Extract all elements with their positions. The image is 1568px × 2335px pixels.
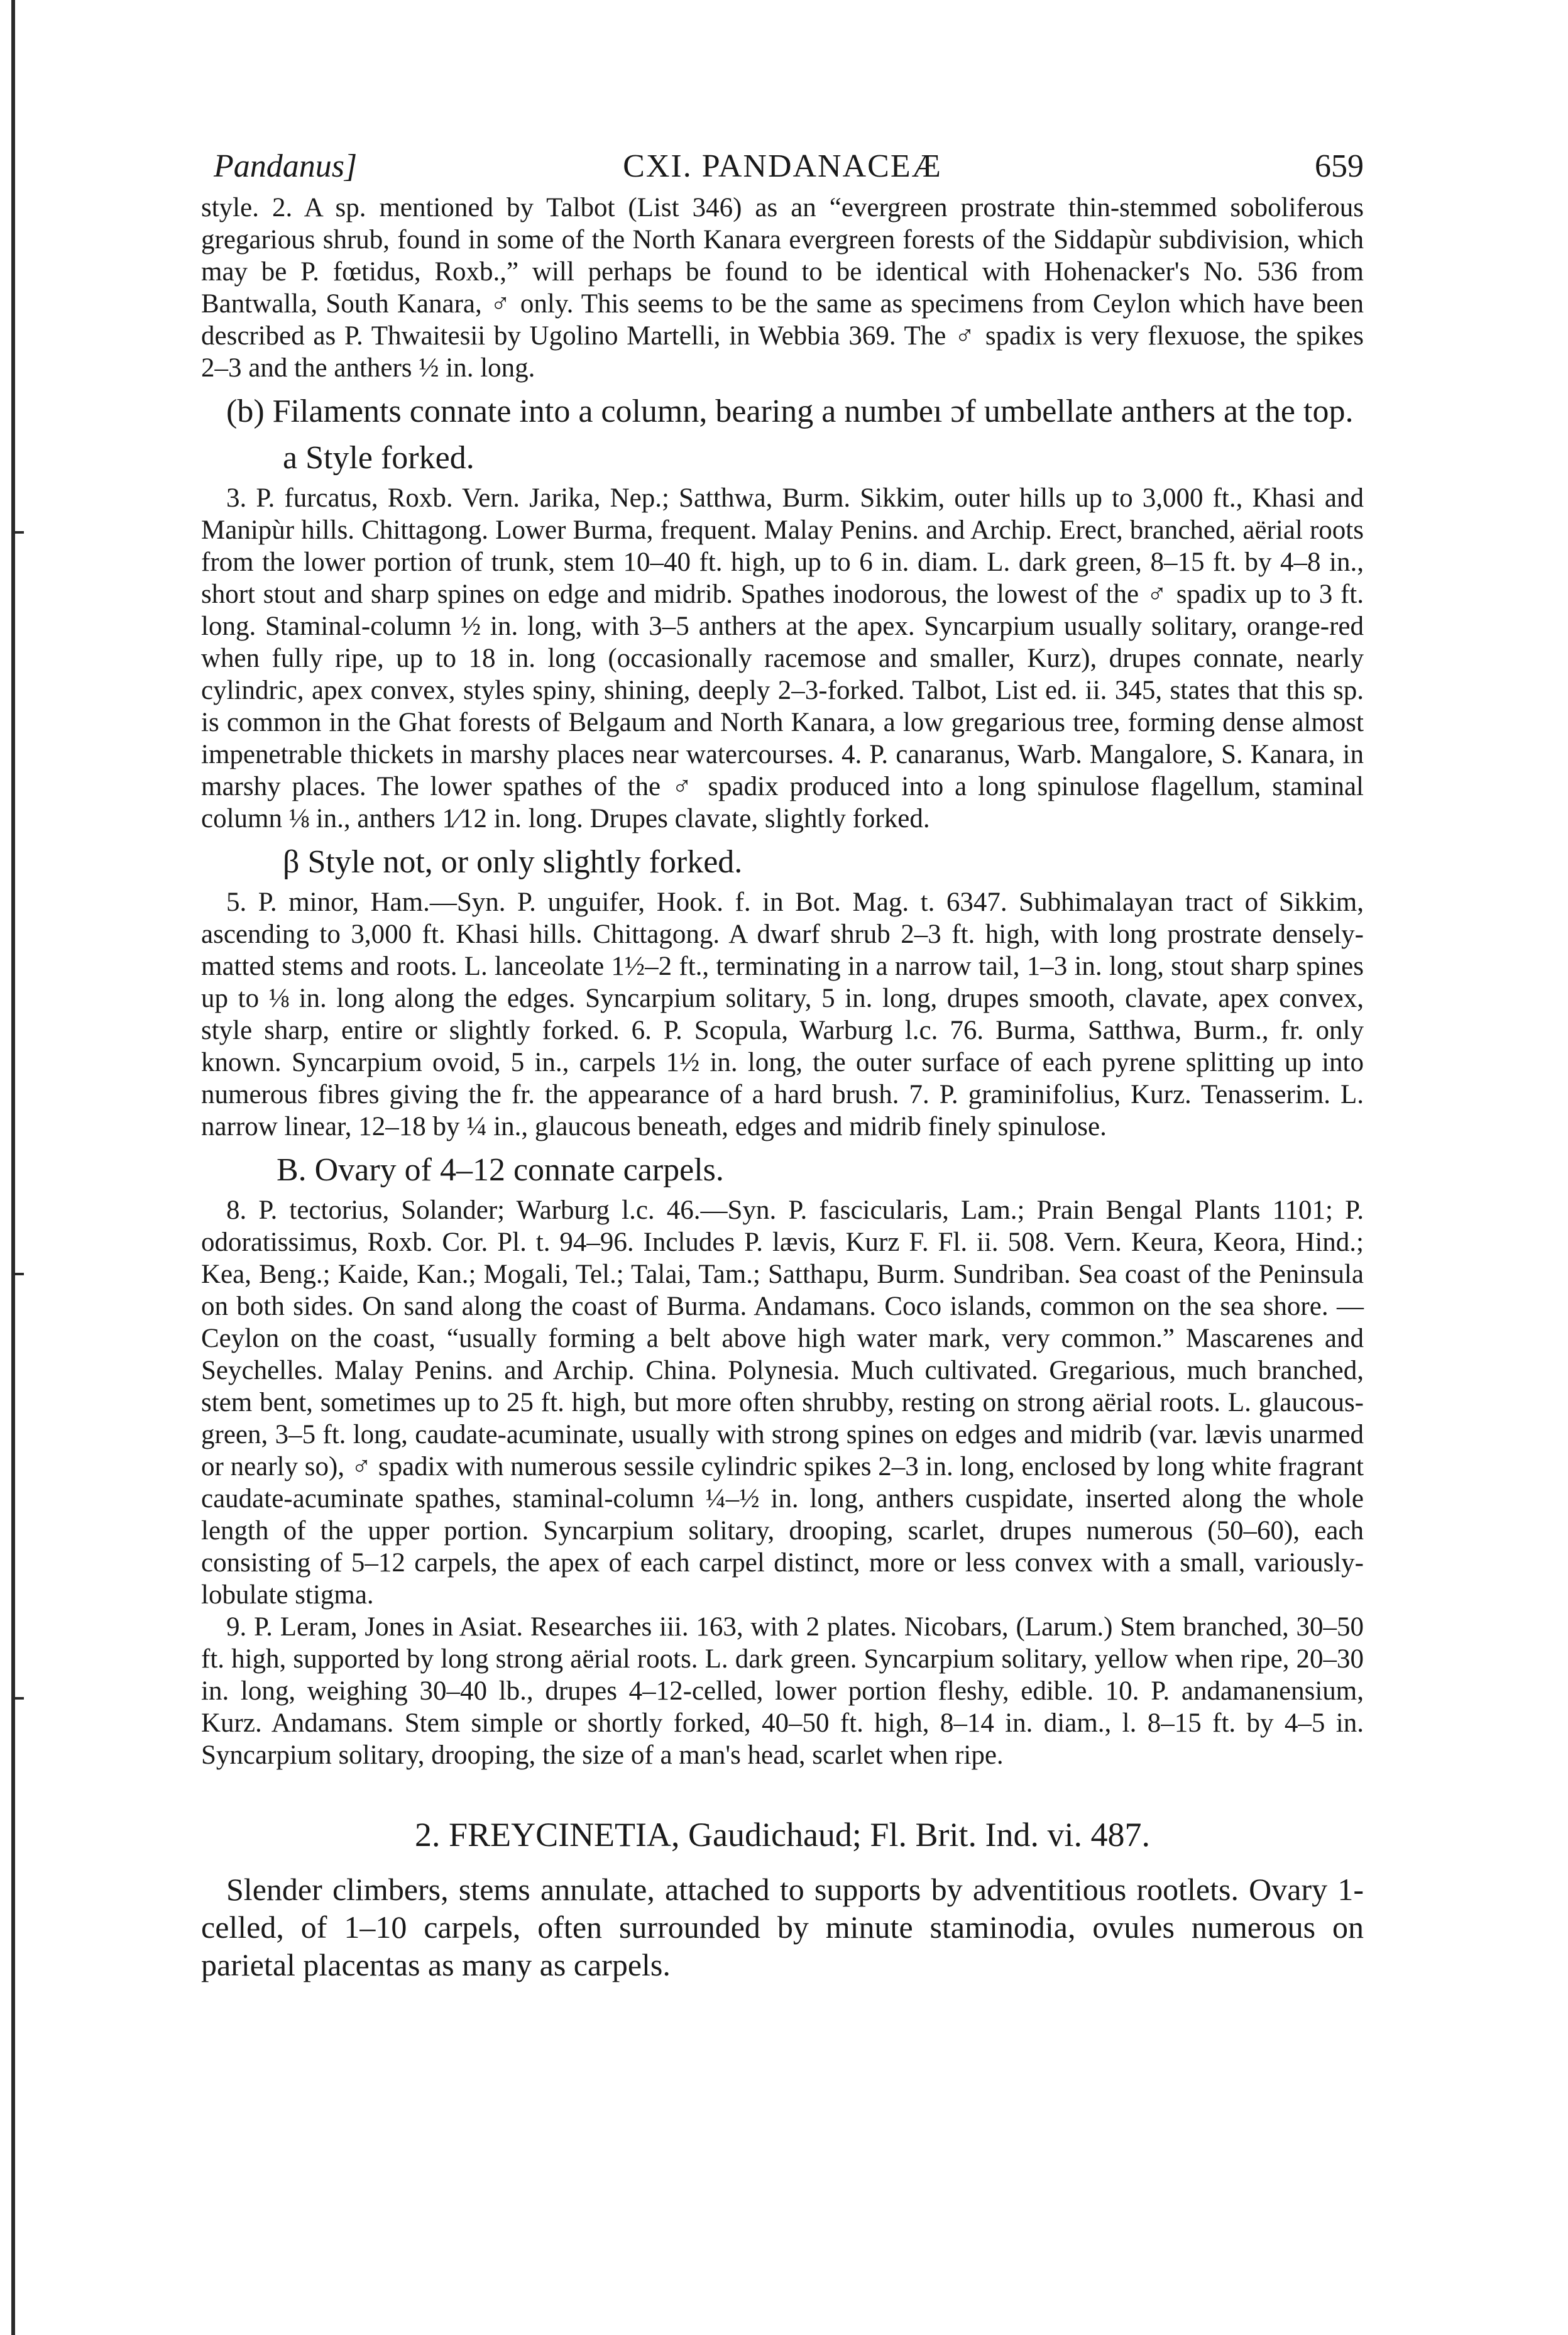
- genus-heading-freycinetia: 2. FREYCINETIA, Gaudichaud; Fl. Brit. Ind. vi. 487.: [415, 1816, 1150, 1854]
- running-head-family: CXI. PANDANACEÆ: [623, 148, 942, 184]
- body-text: [201, 482, 1364, 835]
- intro-paragraph: style. 2. A sp. mentioned by Talbot (List 346) as an “evergreen prostrate thin-stemmed soboliferous gregarious shrub, found in some of the North Kanara evergreen forests of the Siddapùr subdivision, which may be P. fœtidus, Roxb.,” will perhaps be found to be identical with Hohenacker's No. 536 from Bantwalla, South Kanara, ♂ only. This seems to be the same as specimens from Ceylon which have been described as P. Thwaitesii by Ugolino Martelli, in Webbia 369. The ♂ spadix is very flexuose, the spikes 2–3 and the anthers ½ in. long.: [201, 193, 1364, 383]
- species-furcatus-paragraph: 3. P. furcatus, Roxb. Vern. Jarika, Nep.; Satthwa, Burm. Sikkim, outer hills up to 3,000 ft., Khasi and Manipùr hills. Chittagong. Lower Burma, frequent. Malay Penins. and Archip. Erect, branched, aërial roots from the lower portion of trunk, stem 10–40 ft. high, up to 6 in. diam. L. dark green, 8–15 ft. by 4–8 in., short stout and sharp spines on edge and midrib. Spathes inodorous, the lowest of the ♂ spadix up to 3 ft. long. Staminal-column ½ in. long, with 3–5 anthers at the apex. Syncarpium usually solitary, orange-red when fully ripe, up to 18 in. long (occasionally racemose and smaller, Kurz), drupes connate, nearly cylindric, apex convex, styles spiny, shining, deeply 2–3-forked. Talbot, List ed. ii. 345, states that this sp. is common in the Ghat forests of Belgaum and North Kanara, a low gregarious tree, forming dense almost impenetrable thickets in marshy places near watercourses. 4. P. canaranus, Warb. Mangalore, S. Kanara, in marshy places. The lower spathes of the ♂ spadix produced into a long spinulose flagellum, staminal column ⅛ in., anthers 1⁄12 in. long. Drupes clavate, slightly forked.: [201, 483, 1364, 833]
- body-text: [201, 1194, 1364, 1771]
- species-leram-paragraph: 9. P. Leram, Jones in Asiat. Researches iii. 163, with 2 plates. Nicobars, (Larum.) Stem branched, 30–50 ft. high, supported by long strong aërial roots. L. dark green. Syncarpium solitary, yellow when ripe, 20–30 in. long, weighing 30–40 lb., drupes 4–12-celled, lower portion fleshy, edible. 10. P. andamanensium, Kurz. Andamans. Stem simple or shortly forked, 40–50 ft. high, 8–14 in. diam., l. 8–15 ft. by 4–5 in. Syncarpium solitary, drooping, the size of a man's head, scarlet when ripe.: [201, 1612, 1364, 1770]
- key-beta-style-not-forked: β Style not, or only slightly forked.: [283, 844, 743, 880]
- margin-tick: [11, 1273, 24, 1275]
- page: [201, 135, 1364, 1984]
- page-number: 659: [1315, 148, 1364, 184]
- key-b-filaments-connate: (b) Filaments connate into a column, bearing a numbeı ɔf umbellate anthers at the top.: [226, 393, 1354, 429]
- species-tectorius-paragraph: 8. P. tectorius, Solander; Warburg l.c. 46.—Syn. P. fascicularis, Lam.; Prain Bengal Plants 1101; P. odoratissimus, Roxb. Cor. Pl. t. 94–96. Includes P. lævis, Kurz F. Fl. ii. 508. Vern. Keura, Keora, Hind.; Kea, Beng.; Kaide, Kan.; Mogali, Tel.; Talai, Tam.; Satthapu, Burm. Sundriban. Sea coast of the Peninsula on both sides. On sand along the coast of Burma. Andamans. Coco islands, common on the sea shore. —Ceylon on the coast, “usually forming a belt above high water mark, very common.” Mascarenes and Seychelles. Malay Penins. and Archip. China. Polynesia. Much cultivated. Gregarious, much branched, stem bent, sometimes up to 25 ft. high, but more often shrubby, resting on strong aërial roots. L. glaucous-green, 3–5 ft. long, caudate-acuminate, usually with strong spines on edges and midrib (var. lævis unarmed or nearly so), ♂ spadix with numerous sessile cylindric spikes 2–3 in. long, enclosed by long white fragrant caudate-acuminate spathes, staminal-column ¼–½ in. long, anthers cuspidate, inserted along the whole length of the upper portion. Syncarpium solitary, drooping, scarlet, drupes numerous (50–60), each consisting of 5–12 carpels, the apex of each carpel distinct, more or less convex with a small, variously-lobulate stigma.: [201, 1195, 1364, 1610]
- key-B-ovary-connate-carpels: B. Ovary of 4–12 connate carpels.: [277, 1152, 724, 1188]
- key-alpha-style-forked: a Style forked.: [283, 440, 474, 476]
- margin-tick: [11, 1697, 24, 1700]
- body-text: [201, 192, 1364, 384]
- genus-description: Slender climbers, stems annulate, attached to supports by adventitious rootlets. Ovary 1-celled, of 1–10 carpels, often surrounded by minute staminodia, ovules numerous on parietal placentas as many as carpels.: [201, 1872, 1364, 1982]
- margin-scan-line: [11, 0, 15, 2335]
- body-text: [201, 886, 1364, 1143]
- species-minor-paragraph: 5. P. minor, Ham.—Syn. P. unguifer, Hook. f. in Bot. Mag. t. 6347. Subhimalayan tract of Sikkim, ascending to 3,000 ft. Khasi hills. Chittagong. A dwarf shrub 2–3 ft. high, with long prostrate densely-matted stems and roots. L. lanceolate 1½–2 ft., terminating in a narrow tail, 1–3 in. long, stout sharp spines up to ⅛ in. long along the edges. Syncarpium solitary, 5 in. long, drupes smooth, clavate, apex convex, style sharp, entire or slightly forked. 6. P. Scopula, Warburg l.c. 76. Burma, Satthwa, Burm., fr. only known. Syncarpium ovoid, 5 in., carpels 1½ in. long, the outer surface of each pyrene splitting up into numerous fibres giving the fr. the appearance of a hard brush. 7. P. graminifolius, Kurz. Tenasserim. L. narrow linear, 12–18 by ¼ in., glaucous beneath, edges and midrib finely spinulose.: [201, 887, 1364, 1141]
- running-head: [201, 135, 1364, 192]
- margin-tick: [11, 531, 24, 534]
- running-head-genus: Pandanus]: [214, 148, 358, 184]
